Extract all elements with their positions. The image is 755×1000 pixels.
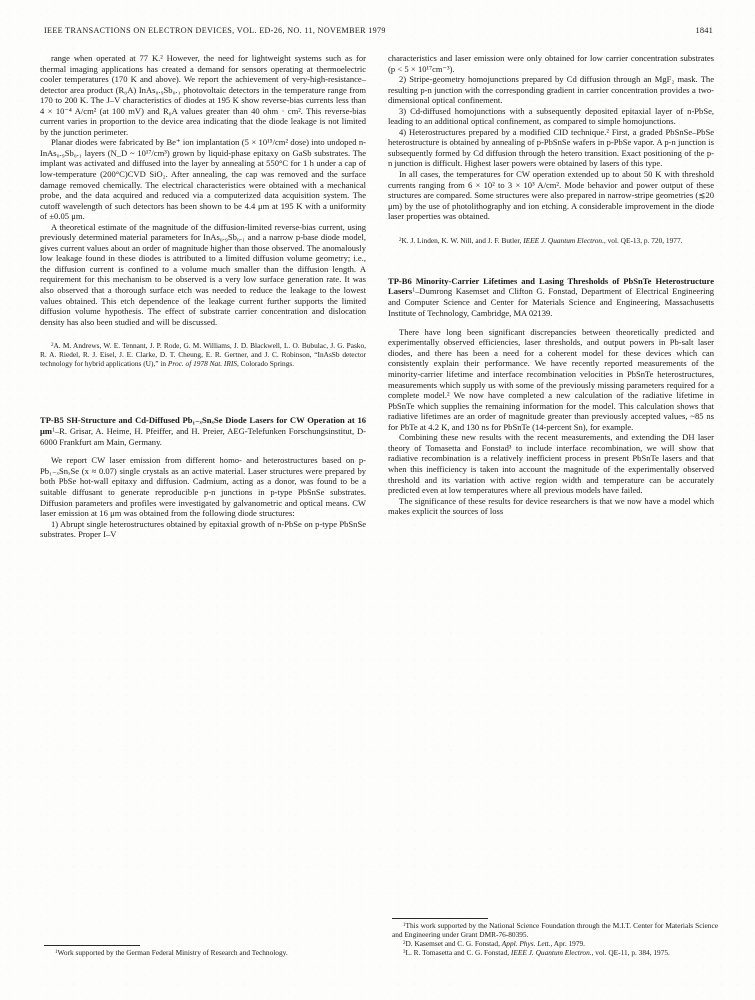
session-title-tpb5: SH-Structure and Cd-Diffused Pb₁₋ₓSnₓSe Diode Lasers for CW Operation at 16 μm [40, 414, 367, 436]
right-column [388, 53, 718, 958]
paragraph-b5-abstract: We report CW laser emission from different homo- and heterostructures based on p-Pb₁₋ₓSnₓSe (x ≈ 0.07) single crystals as an active material. Laser structures were prepared by both PbSe hot-wall epitaxy and diffusion. Cadmium, acting as a donor, was found to be a suitable diffusant to generate reproducible p-n junctions in p-type PbSnSe substrates. Diffusion parameters and profiles were investigated by galvanometric and optical means. CW laser emission at 16 μm was obtained from the following diode structures: [40, 455, 366, 519]
footnote-block-right-top [388, 237, 714, 246]
running-head [40, 26, 715, 35]
footnote-text: D. Kasemset and C. G. Fonstad, [405, 939, 502, 949]
footnote-marker: 1 [403, 923, 406, 929]
footnote-italic-title: IEEE J. Quantum Electron. [510, 948, 592, 958]
footnote-marker: 2 [399, 237, 402, 243]
footnote-text-tail: , Colorado Springs. [236, 359, 295, 369]
session-authors-tpb5: –R. Grisar, A. Heime, H. Pfeiffer, and H. Preier, AEG-Telefunken Forschungsinstitut, D-6000 Frankfurt am Main, Germany. [40, 425, 366, 447]
footnote-italic-title: IEEE J. Quantum Electron. [523, 235, 604, 245]
session-heading-tpb5 [40, 415, 366, 447]
footnote-text: A. M. Andrews, W. E. Tennant, J. P. Rode, G. M. Williams, J. D. Blackwell, L. O. Bubulac, J. G. Pasko, R. A. Riedel, R. J. Eisel, J. E. Clarke, D. T. Cheung, E. R. Gertner, and J. C. Robinson, “InAsSb detector technology for hybrid applications (U),” in [40, 341, 366, 369]
spacer [40, 447, 366, 455]
footnote-reference-3-bottom [392, 949, 718, 958]
paragraph-b5-item-2: 2) Stripe-geometry homojunctions prepared by Cd diffusion through an MgF₂ mask. The resulting p-n junction with the corresponding gradient in carrier concentration provides a two-dimensional optical confinement. [388, 74, 714, 106]
paragraph-b5-item-1: 1) Abrupt single heterostructures obtained by epitaxial growth of n-PbSe on p-type PbSnSe substrates. Proper I–V [40, 518, 366, 540]
left-column [40, 53, 367, 958]
footnote-rule [44, 945, 140, 946]
page-number: 1841 [695, 26, 713, 35]
session-heading-tpb6 [388, 276, 714, 319]
spacer [388, 246, 714, 276]
footnote-italic-title: Proc. of 1978 Nat. IRIS [167, 359, 237, 369]
footnote-marker: 1 [55, 950, 58, 955]
session-title-footnote-marker: 1 [412, 288, 416, 295]
footnote-italic-title: Appl. Phys. Lett. [501, 939, 551, 949]
paragraph-b5-item-3: 3) Cd-diffused homojunctions with a subsequently deposited epitaxial layer of n-PbSe, leading to an additional optical confinement, as compared to simple homojunctions. [388, 105, 714, 127]
footnote-text-tail: , vol. QE-11, p. 384, 1975. [591, 948, 670, 958]
spacer [40, 327, 366, 342]
spacer [388, 319, 714, 327]
footnote-reference-2-right [388, 237, 714, 246]
journal-title-header: IEEE TRANSACTIONS ON ELECTRON DEVICES, VOL. ED-26, NO. 11, NOVEMBER 1979 [44, 26, 386, 35]
footnote-text: Work supported by the German Federal Ministry of Research and Technology. [57, 948, 288, 958]
session-authors-tpb6: –Dumrong Kasemset and Clifton G. Fonstad, Department of Electrical Engineering and Computer Science and Center for Materials Science and Engineering, Massachusetts Institute of Technology, Cambridge, MA 02139. [388, 286, 714, 319]
paragraph-b6-significance: The significance of these results for device researchers is that we now have a model which makes explicit the sources of loss [388, 495, 714, 517]
two-column-layout [40, 53, 718, 958]
session-code-tpb5: TP-B5 [40, 414, 64, 425]
paragraph-continued-characteristics: characteristics and laser emission were only obtained for low carrier concentration substrates (p < 5 × 10¹⁷cm⁻³). [388, 53, 714, 74]
spacer [40, 369, 366, 415]
spacer [388, 222, 714, 237]
paragraph-theoretical-estimate: A theoretical estimate of the magnitude of the diffusion-limited reverse-bias current, using previously determined material parameters for InAs₀.₉Sb₀.₁ and a narrow p-base diode model, gives current values about an order of magnitude higher than those observed. The anomalously low leakage found in these diodes is attributed to a limited diffusion volume geometry; i.e., the diffusion current is confined to a volume much smaller than the diffusion length. A requirement for this mechanism to be observed is a very low surface generation rate. It was also observed that a thorough surface etch was needed to reduce the leakage to the lowest values obtained. This etch dependence of the leakage current further supports the limited diffusion volume hypothesis. The effect of substrate carrier concentration and dislocation density has also been studied and will be discussed. [40, 221, 366, 327]
footnote-text: K. J. Linden, K. W. Nill, and J. F. Butler, [401, 235, 524, 245]
footnote-reference-1 [44, 949, 370, 958]
footnote-marker: 2 [51, 343, 54, 349]
footnote-marker: 3 [403, 950, 406, 955]
footnote-block-left-bottom [44, 945, 370, 958]
paragraph-b6-background: There have long been significant discrepancies between theoretically predicted and experimentally observed efficiencies, laser thresholds, and output powers in Pb-salt laser diodes, and there has been a need for a coherent model for these devices which can consistently explain their performance. We have recently reported measurements of the minority-carrier lifetime and interface recombination velocities in PbSnTe heterostructures, measurements which supply us with some of the previously missing parameters required for a complete model.² We now have completed a new calculation of the radiative lifetime in PbSnTe which supplies the remaining information for the model. This calculation shows that radiative lifetimes are an order of magnitude greater than previously accepted values, ~85 ns for PbTe at 4.2 K, and 130 ns for PbSnTe (14-percent Sn), for example. [388, 326, 714, 432]
footnote-block-right-bottom [392, 918, 718, 958]
paragraph-detector-performance: range when operated at 77 K.² However, the need for lightweight systems such as for thermal imaging applications has created a demand for sensors operating at thermoelectric cooler temperatures (170 K and above). We report the achievement of very-high-resistance–detector area product (R₀A) InAs₀.₉Sb₀.₁ photovoltaic detectors in the temperature range from 170 to 200 K. The J–V characteristics of diodes at 195 K show reverse-bias currents less than 4 × 10⁻⁴ A/cm² (at 100 mV) and R₀A values greater than 40 ohm · cm². This reverse-bias current varies in proportion to the device area indicating that the diode leakage is not limited by the junction perimeter. [40, 53, 366, 137]
paragraph-b5-item-4: 4) Heterostructures prepared by a modified CID technique.² First, a graded PbSnSe–PbSe heterostructure is obtained by annealing of p-PbSnSe wafers in p-PbSe vapor. A p-n junction is subsequently formed by Cd diffusion through the hetero transition. Exact positioning of the p-n junction is difficult. Highest laser powers were obtained by lasers of this type. [388, 126, 714, 169]
footnote-reference-2 [40, 342, 366, 369]
session-title-footnote-marker: 1 [51, 427, 55, 434]
session-title-tpb6: Minority-Carrier Lifetimes and Lasing Thresholds of PbSnTe Heterostructure Lasers [388, 275, 714, 297]
footnote-rule [392, 918, 488, 919]
footnote-text: This work supported by the National Science Foundation through the M.I.T. Center for Materials Science and Engineering under Grant DMR-76-80395. [392, 921, 718, 940]
footnote-text-tail: , vol. QE-13, p. 720, 1977. [603, 235, 683, 245]
paragraph-planar-diodes: Planar diodes were fabricated by Be⁺ ion implantation (5 × 10¹⁵/cm² dose) into undoped n-InAs₀.₉Sb₀.₁ layers (N_D ~ 10¹⁷/cm³) grown by liquid-phase epitaxy on GaSb substrates. The implant was activated and diffused into the layer by annealing at 550°C for 1 h under a cap of low-temperature (200°C)CVD SiO₂. After annealing, the cap was removed and the surface damage removed chemically. The electrical characteristics were obtained with a mechanical probe, and the data acquired and reduced via a computerized data acquisition system. The cutoff wavelength of such detectors has been shown to be 4.4 μm at 195 K with a uniformity of ±0.05 μm. [40, 137, 366, 222]
paragraph-b6-model: Combining these new results with the recent measurements, and extending the DH laser theory of Tomasetta and Fonstad³ to include interface recombination, we will show that radiative recombination is a relatively inefficient process in present PbSnTe lasers and that when this inefficiency is taken into account the magnitude of the experimentally observed threshold and its variation with active region width and temperature can be accurately predicted even at low temperatures where all previous models have failed. [388, 432, 714, 496]
footnote-text: L. R. Tomasetta and C. G. Fonstad, [405, 948, 511, 958]
session-code-tpb6: TP-B6 [388, 275, 412, 286]
footnote-marker: 2 [403, 941, 406, 947]
footnote-reference-1-right [392, 922, 718, 940]
footnote-block-left [40, 342, 366, 369]
footnote-text-tail: , Apr. 1979. [550, 939, 586, 949]
paragraph-b5-summary: In all cases, the temperatures for CW operation extended up to about 50 K with threshold currents ranging from 6 × 10² to 3 × 10³ A/cm². Mode behavior and power output of these structures are compared. Some structures were also prepared in narrow-stripe geometries (≲20 μm) by the use of photolithography and ion etching. A considerable improvement in the diode laser properties was obtained. [388, 169, 714, 222]
